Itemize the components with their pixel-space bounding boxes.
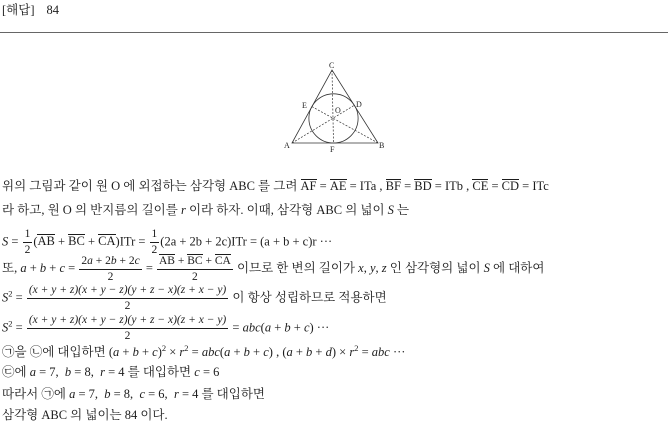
math-variable: S [483, 260, 490, 275]
center-label-o: O [335, 106, 341, 115]
text-run: + [230, 345, 244, 359]
vertex-label-c: C [329, 61, 335, 70]
text-run: = [316, 179, 330, 193]
text-run: ( [33, 234, 38, 249]
superscript: 2 [184, 343, 189, 353]
fraction-denominator [108, 270, 114, 284]
overlined-segment: BD [414, 179, 432, 193]
text-run: 1 [151, 228, 158, 240]
fraction [27, 314, 228, 343]
overlined-segment: CA [214, 255, 231, 267]
text-run: 위의 그림과 같이 원 O 에 외접하는 삼각형 ABC 를 그려 [2, 179, 301, 193]
text-run: ) [157, 345, 162, 359]
segment-a-d [292, 105, 354, 143]
text-run: 2 [124, 330, 131, 342]
text-run: = 4 를 대입하면 [178, 387, 265, 401]
text-run: + [84, 234, 99, 249]
text-run: = [12, 290, 26, 305]
text-run: 에 대하여 [489, 260, 545, 275]
math-variable: y [369, 260, 376, 275]
text-run: ㉠을 ㉡에 대입하면 ( [2, 345, 113, 359]
text-run: = ITc [519, 179, 549, 193]
math-variable: b [64, 365, 72, 379]
segment-c-f [332, 70, 334, 143]
segment-b-e [312, 107, 378, 143]
math-variable: S [387, 203, 394, 217]
point-label-e: E [302, 101, 307, 110]
math-variable: c [139, 387, 145, 401]
math-variable: c [59, 260, 66, 275]
text-run: × [166, 345, 180, 359]
math-variable: d [325, 345, 332, 359]
text-run: + [312, 345, 326, 359]
math-variable: r [173, 387, 179, 401]
fraction [23, 228, 33, 257]
text-run: + [138, 345, 153, 359]
solution-line-7 [2, 344, 405, 360]
text-run: 2 [24, 244, 31, 256]
math-variable: a [87, 254, 93, 267]
text-run: + [26, 260, 40, 275]
overlined-segment: AB [159, 255, 175, 267]
text-run: = [229, 320, 243, 335]
math-variable: abc [242, 320, 261, 335]
math-variable: abc [201, 345, 220, 359]
text-run: = 6 [199, 365, 220, 379]
fraction-numerator [27, 314, 228, 329]
text-run: 1 [24, 228, 31, 240]
text-run: = 8, [110, 387, 140, 401]
fraction-numerator [23, 228, 33, 243]
text-run: + 2 [92, 254, 111, 267]
math-variable: b [132, 345, 139, 359]
overlined-segment: CA [98, 234, 116, 249]
header-divider [0, 32, 668, 33]
answer-header [2, 3, 59, 17]
superscript: 2 [8, 318, 13, 329]
text-run: ( [219, 345, 225, 359]
overlined-segment: AF [300, 179, 317, 193]
text-run: = 7, [75, 387, 105, 401]
text-run: + [290, 320, 304, 335]
math-variable: b [110, 254, 117, 267]
math-variable: a [69, 387, 76, 401]
text-run: + [271, 320, 285, 335]
math-variable: (x + y + z)(x + y − z)(y + z − x)(z + x − y) [28, 284, 227, 296]
overlined-segment: BF [385, 179, 401, 193]
fraction-numerator [79, 255, 141, 270]
text-run: 인 삼각형의 넓이 [386, 260, 484, 275]
math-variable: z [381, 260, 387, 275]
text-run: = [488, 179, 502, 193]
math-variable: a [113, 345, 120, 359]
fraction-denominator [192, 270, 198, 284]
text-run: 2 [107, 270, 114, 283]
text-run: = 6, [145, 387, 174, 401]
vertex-label-a: A [284, 141, 290, 150]
math-variable: b [284, 320, 291, 335]
text-run: = [188, 345, 202, 359]
fraction [27, 284, 228, 313]
fraction-denominator [125, 299, 131, 313]
text-run: + [46, 260, 60, 275]
overlined-segment: BC [187, 255, 203, 267]
math-variable: b [104, 387, 111, 401]
text-run: 라 하고, 원 O 의 반지름의 길이를 [2, 203, 181, 217]
text-run: 삼각형 ABC 의 넓이는 84 이다. [2, 408, 168, 422]
solution-line-2 [2, 202, 409, 218]
point-label-d: D [356, 100, 362, 109]
solution-line-5 [2, 284, 387, 313]
math-variable: r [180, 203, 186, 217]
math-variable: b [243, 345, 250, 359]
solution-line-10 [2, 407, 168, 423]
text-run: + [202, 255, 215, 267]
vertex-label-b: B [379, 141, 385, 150]
fraction-numerator [27, 284, 228, 299]
text-run: ㉢에 [2, 365, 30, 379]
math-variable: c [303, 320, 310, 335]
math-variable: a [264, 320, 272, 335]
text-run: = 4 를 대입하면 [104, 365, 195, 379]
text-run: 따라서 ㉠에 [2, 387, 70, 401]
text-run: + [292, 345, 307, 359]
math-variable: c [263, 345, 269, 359]
math-variable: S [2, 290, 9, 305]
text-run: + 2 [116, 254, 135, 267]
text-run: = [12, 320, 26, 335]
solution-line-4 [2, 254, 544, 284]
solution-line-3 [2, 228, 332, 257]
text-run: 이므로 한 변의 길이가 [233, 260, 359, 275]
text-run: )ITr = [115, 234, 149, 249]
text-run: 2 [151, 244, 158, 256]
overlined-segment: CE [472, 179, 489, 193]
math-variable: a [224, 345, 231, 359]
text-run: = [400, 179, 415, 193]
text-run: ( [260, 320, 265, 335]
text-run: = ITa , [346, 179, 386, 193]
math-variable: c [194, 365, 200, 379]
math-variable: S [2, 234, 9, 249]
text-run: = ITb , [431, 179, 473, 193]
math-variable: r [100, 365, 105, 379]
superscript: 2 [8, 288, 13, 299]
text-run: ) × [331, 345, 350, 359]
math-variable: r [349, 345, 355, 359]
point-label-f: F [330, 145, 335, 154]
math-variable: a [286, 345, 293, 359]
answer-value: 84 [46, 3, 59, 17]
incircle-triangle-figure [280, 58, 392, 156]
text-run: 2 [124, 300, 131, 312]
solution-line-9 [2, 386, 265, 402]
math-variable: b [39, 260, 47, 275]
text-run: 2 [192, 271, 198, 283]
solution-line-6 [2, 314, 329, 343]
text-run: = [358, 345, 372, 359]
text-run: + [249, 345, 264, 359]
overlined-segment: CD [501, 179, 520, 193]
fraction [150, 228, 160, 257]
fraction [79, 255, 141, 284]
text-run: = [8, 234, 22, 249]
text-run: + [174, 255, 188, 267]
fraction-numerator [150, 228, 160, 243]
text-run: ··· [389, 345, 406, 359]
overlined-segment: BC [68, 234, 85, 249]
math-variable: abc [371, 345, 390, 359]
solution-line-1 [2, 178, 549, 194]
superscript: 2 [161, 343, 167, 353]
fraction [157, 254, 233, 284]
math-variable: a [20, 260, 27, 275]
text-run: , [375, 260, 382, 275]
text-run: = [142, 260, 156, 275]
math-variable: (x + y + z)(x + y − z)(y + z − x)(z + x − y) [28, 314, 227, 326]
text-run: + [119, 345, 133, 359]
overlined-segment: AB [37, 234, 55, 249]
text-run: = [65, 260, 79, 275]
text-run: (2a + 2b + 2c)ITr = (a + b + c)r ··· [160, 234, 333, 249]
math-variable: a [29, 365, 36, 379]
math-variable: r [179, 345, 185, 359]
text-run: 이 항상 성립하므로 적용하면 [229, 290, 387, 305]
text-run: ) ··· [309, 320, 330, 335]
text-run: , [363, 260, 370, 275]
text-run: = 8, [71, 365, 101, 379]
text-run: 또, [2, 260, 21, 275]
text-run: 는 [393, 203, 410, 217]
text-run: 2 [81, 254, 88, 267]
text-run: = 7, [35, 365, 65, 379]
math-variable: S [2, 320, 9, 335]
math-variable: c [134, 254, 140, 267]
math-variable: x [358, 260, 364, 275]
math-variable: c [152, 345, 158, 359]
fraction-numerator [157, 254, 233, 270]
text-run: + [54, 234, 69, 249]
fraction-denominator [125, 329, 131, 343]
answer-label: [해답] [2, 3, 35, 17]
text-run: 이라 하자. 이때, 삼각형 ABC 의 넓이 [185, 203, 388, 217]
text-run: ) , ( [268, 345, 287, 359]
overlined-segment: AE [329, 179, 347, 193]
math-variable: b [306, 345, 313, 359]
solution-line-8 [2, 364, 219, 380]
superscript: 2 [354, 343, 359, 353]
